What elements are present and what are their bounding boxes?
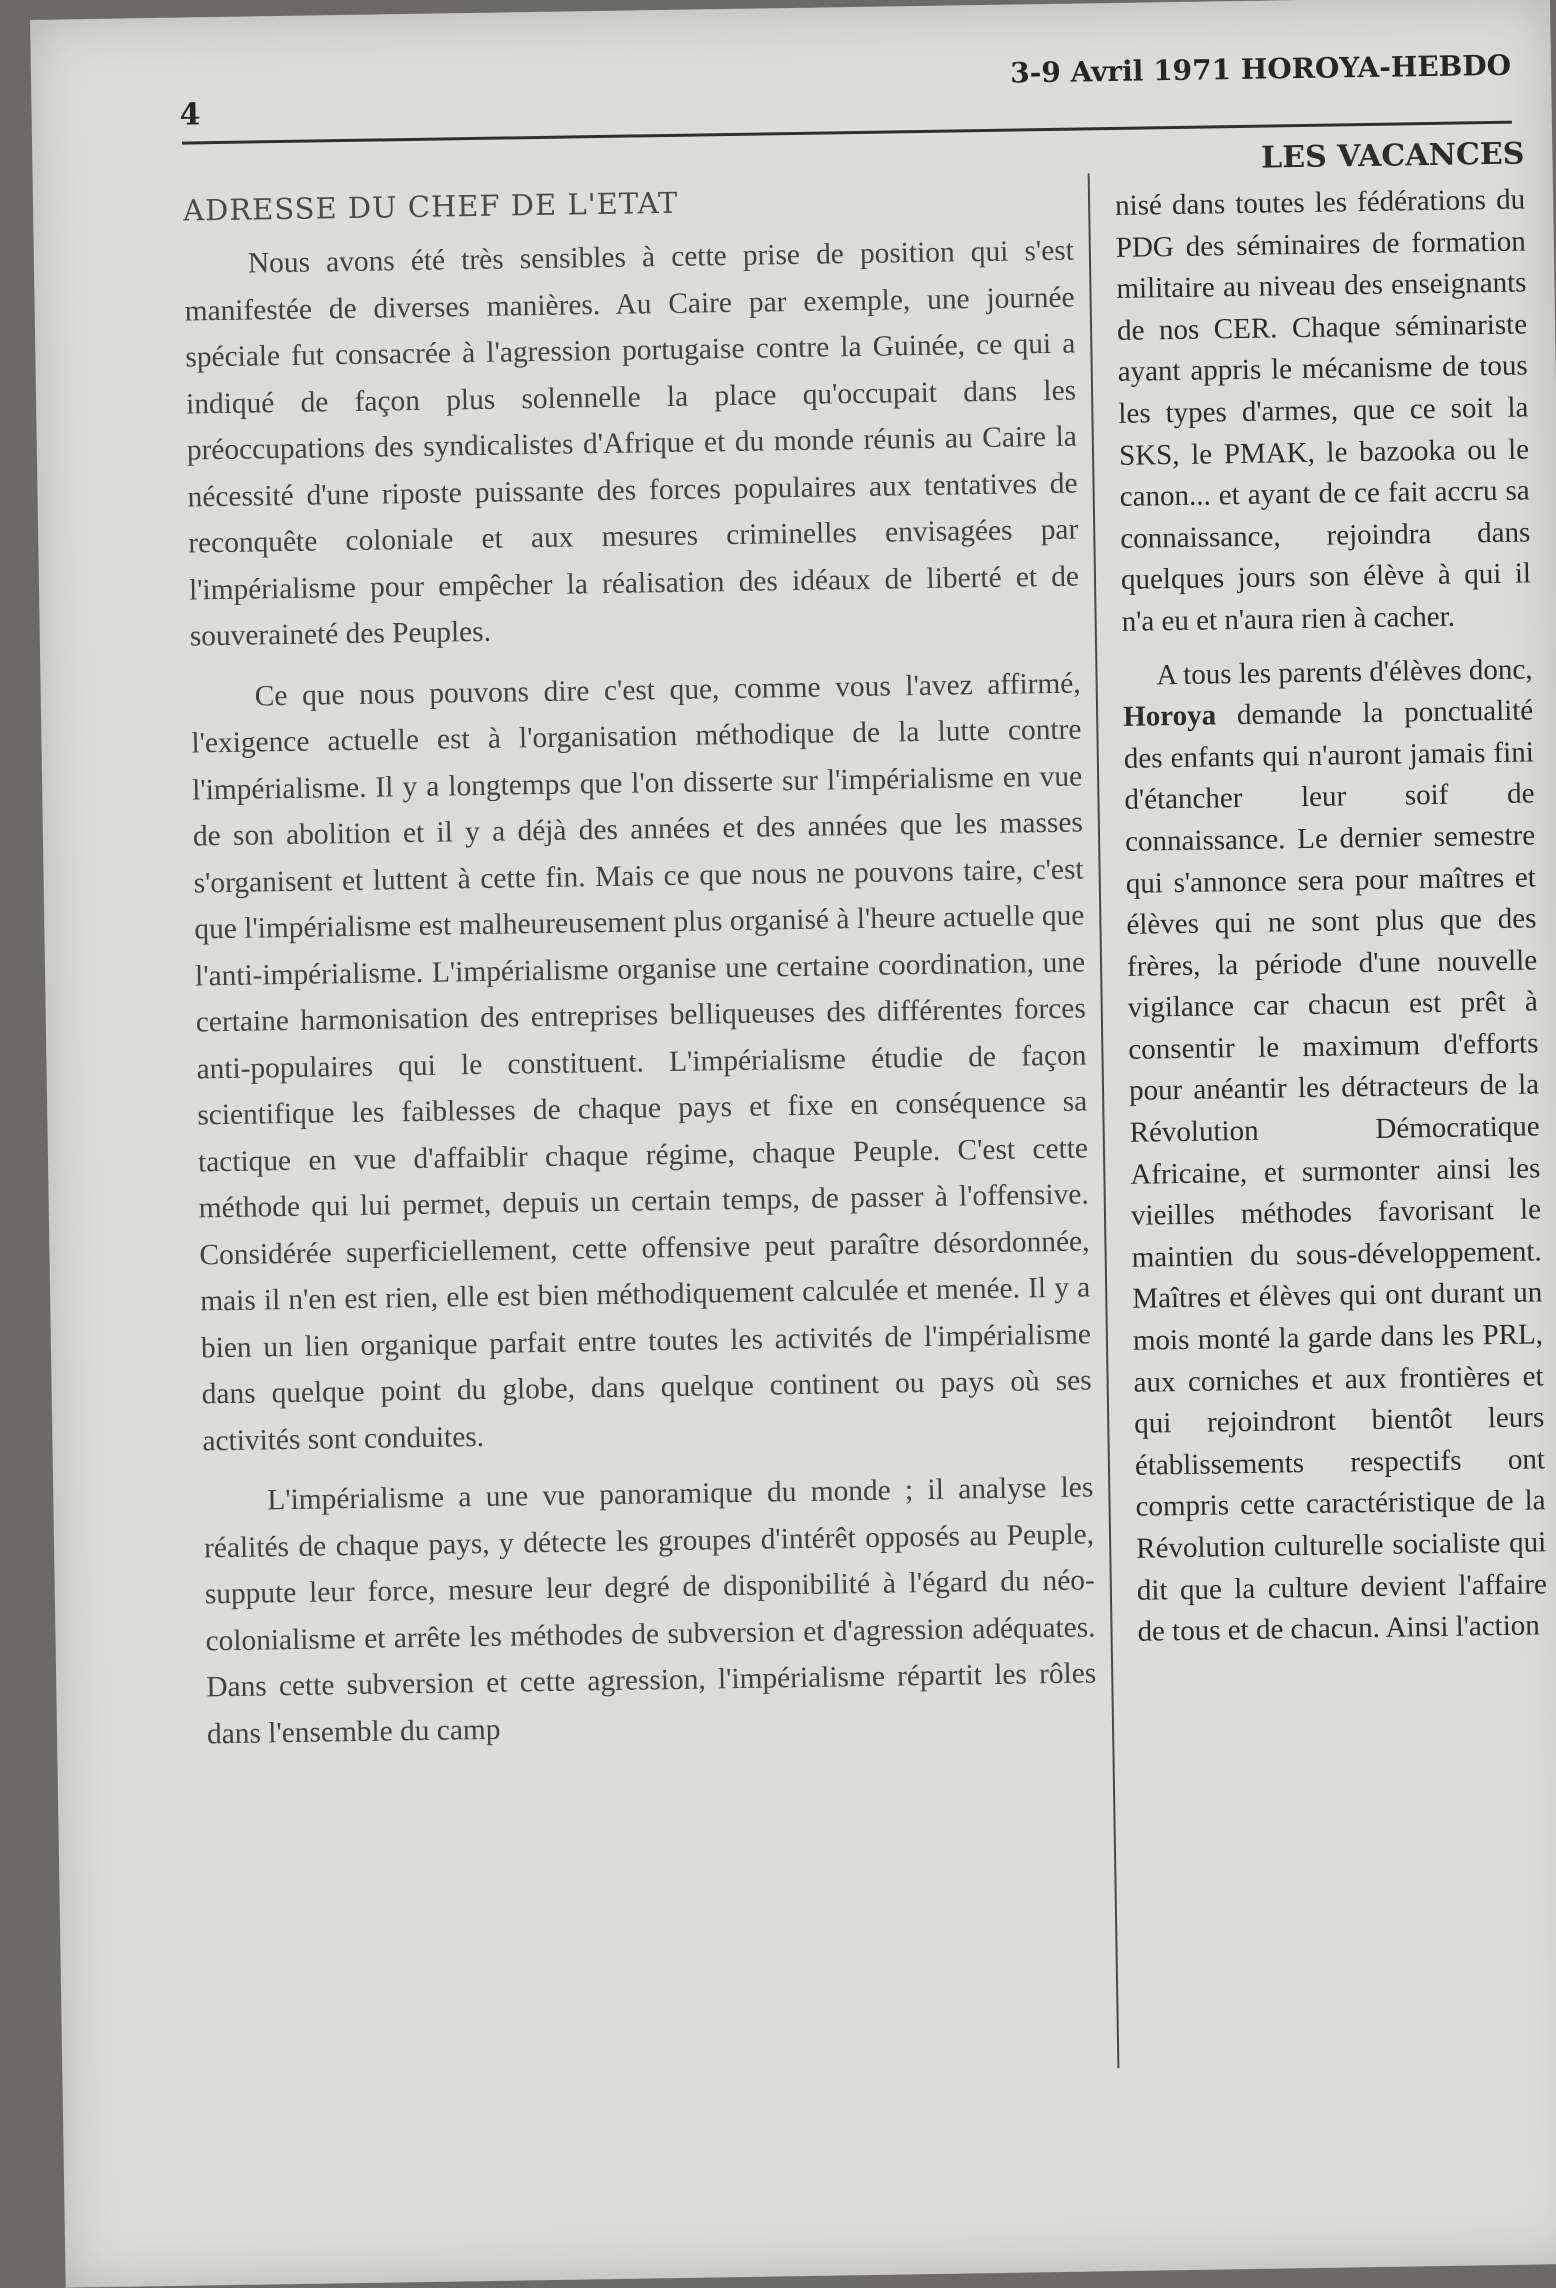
article-paragraph: L'impérialisme a une vue panoramique du monde ; il analyse les réalités de chaque pays, y détecte les groupes d'intérêt opposés au Peuple, suppute leur force, mesure leur degré de disponibilité à l'égard du néo-colonialisme et arrête les méthodes de subversion et d'agression adéquates. Dans cette subversion et cette agression, l'impérialisme répartit les rôles dans l'ensemble du camp xyxy=(203,1471,1097,1750)
newspaper-name: Horoya xyxy=(1122,699,1217,733)
article-heading-vacances: LES VACANCES xyxy=(1260,136,1525,176)
article-left-column xyxy=(183,180,1103,2094)
article-paragraph xyxy=(1122,649,1548,1654)
paragraph-text: demande la ponctualité des enfants qui n'auront jamais fini d'étancher leur soif de connaissance. Le dernier semestre qui s'annonce sera pour maîtres et élèves qui ne sont plus que des frères, la période d'une nouvelle vigilance car chacun est prêt à consentir le maximum d'efforts pour anéantir les détracteurs de la Révolution Démocratique Africaine, et surmonter ainsi les vieilles méthodes favorisant le maintien du sous-développement. Maîtres et élèves qui ont durant un mois monté la garde dans les PRL, aux corniches et aux frontières et qui rejoindront bientôt leurs établissements respectifs ont compris cette caractéristique de la Révolution culturelle socialiste qui dit que la culture devient l'affaire de tous et de chacun. Ainsi l'action xyxy=(1123,694,1548,1648)
article-paragraph: Nous avons été très sensibles à cette prise de position qui s'est manifestée de diverses manières. Au Caire par exemple, une journée spéciale fut consacrée à l'agression portugaise contre la Guinée, ce qui a indiqué de façon plus solennelle la place qu'occupait dans les préoccupations des syndicalistes d'Afrique et du monde réunis au Caire la nécessité d'une riposte puissante des forces populaires aux tentatives de reconquête coloniale et aux mesures criminelles envisagées par l'impérialisme pour empêcher la réalisation des idéaux de liberté et de souveraineté des Peuples. xyxy=(184,234,1080,653)
article-heading: ADRESSE DU CHEF DE L'ETAT xyxy=(182,185,679,228)
paragraph-text: A tous les parents d'élèves donc, xyxy=(1156,652,1533,691)
article-paragraph: Ce que nous pouvons dire c'est que, comme vous l'avez affirmé, l'exigence actuelle est à l'organisation méthodique de la lutte contre l'impérialisme. Il y a longtemps que l'on disserte sur l'impérialisme en vue de son abolition et il y a déjà des années et des années que les masses s'organisent et luttent à cette fin. Mais ce que nous ne pouvons taire, c'est que l'impérialisme est malheureusement plus organisé à l'heure actuelle que l'anti-impérialisme. L'impérialisme organise une certaine coordination, une certaine harmonisation des entreprises belliqueuses des différentes forces anti-populaires qui le constituent. L'impérialisme étudie de façon scientifique les faiblesses de chaque pays et fixe en conséquence sa tactique en vue d'affaiblir chaque régime, chaque Peuple. C'est cette méthode qui lui permet, depuis un certain temps, de passer à l'offensive. Considérée superficiellement, cette offensive peut paraître désordonnée, mais il n'en est rien, elle est bien méthodiquement calculée et menée. Il y a bien un lien organique parfait entre toutes les activités de l'impérialisme dans quelque point du globe, dans quelque continent ou pays où ses activités sont conduites. xyxy=(191,667,1092,1457)
newspaper-page xyxy=(30,0,1556,2288)
page-number: 4 xyxy=(179,97,201,133)
article-right-column xyxy=(1114,136,1554,2082)
article-paragraph: nisé dans toutes les fédérations du PDG des séminaires de formation militaire au niveau des enseignants de nos CER. Chaque séminariste ayant appris le mécanisme de tous les types d'armes, que ce soit la SKS, le PMAK, le bazooka ou le canon... et ayant de ce fait accru sa connaissance, rejoindra dans quelques jours son élève à qui il n'a eu et n'aura rien à cacher. xyxy=(1114,183,1532,638)
masthead-date-title: 3-9 Avril 1971 HOROYA-HEBDO xyxy=(1009,48,1512,90)
